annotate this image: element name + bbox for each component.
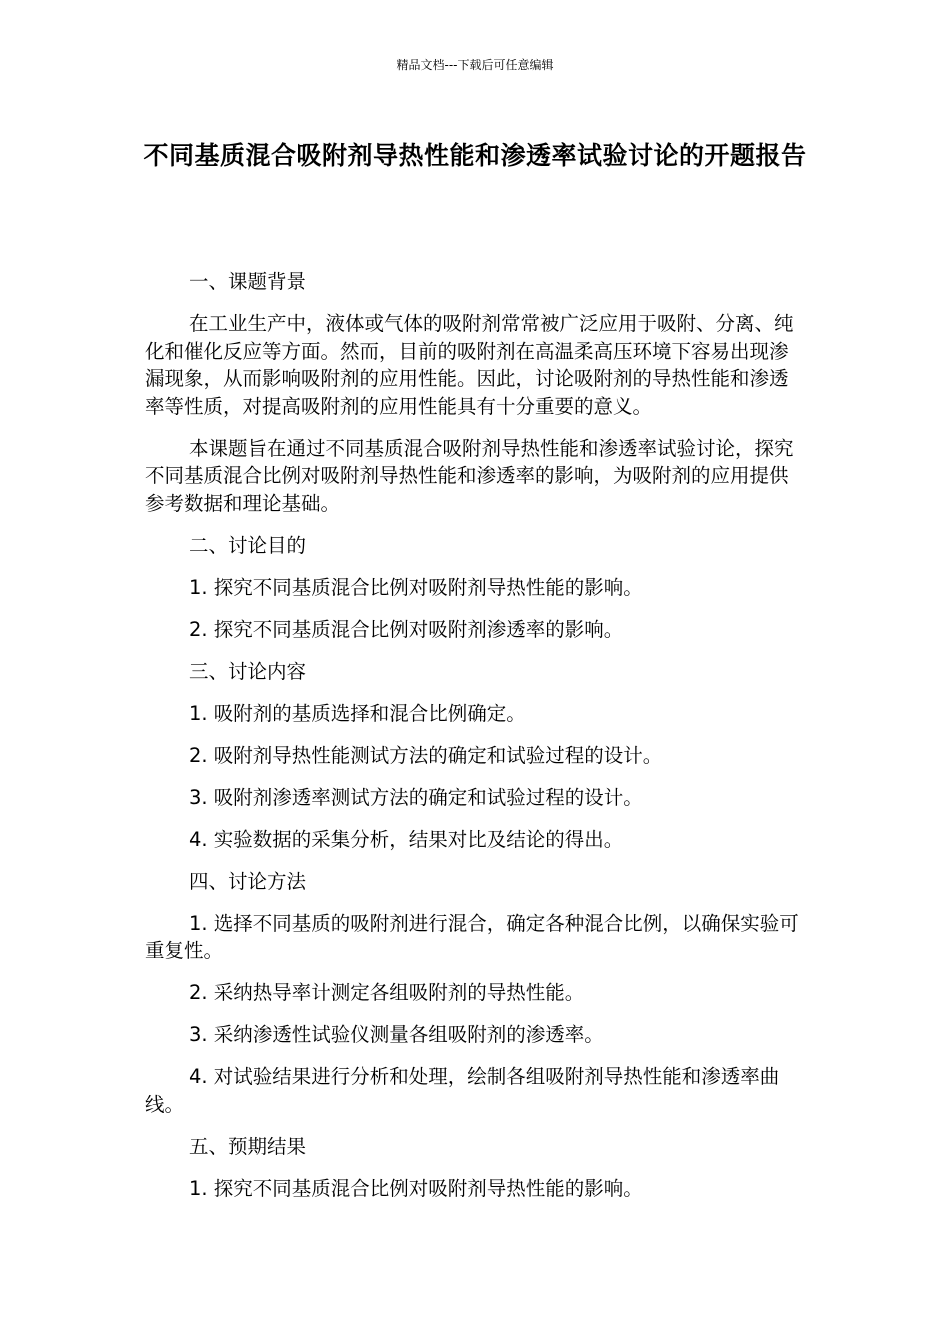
list-item: 1. 吸附剂的基质选择和混合比例确定。 — [189, 701, 526, 725]
list-item: 4. 对试验结果进行分析和处理，绘制各组吸附剂导热性能和渗透率曲线。 — [145, 1065, 780, 1116]
document-body — [145, 268, 805, 1217]
list-item: 2. 探究不同基质混合比例对吸附剂渗透率的影响。 — [189, 617, 624, 641]
section-heading-purpose: 二、讨论目的 — [189, 533, 307, 557]
section-heading-method: 四、讨论方法 — [189, 869, 307, 893]
list-item: 3. 采纳渗透性试验仪测量各组吸附剂的渗透率。 — [189, 1023, 604, 1046]
paragraph-background-2: 本课题旨在通过不同基质混合吸附剂导热性能和渗透率试验讨论，探究不同基质混合比例对吸附剂导热性能和渗透率的影响，为吸附剂的应用提供参考数据和理论基础。 — [145, 436, 794, 515]
section-heading-expected-results: 五、预期结果 — [189, 1134, 307, 1158]
list-item: 1. 探究不同基质混合比例对吸附剂导热性能的影响。 — [189, 575, 643, 599]
document-title: 不同基质混合吸附剂导热性能和渗透率试验讨论的开题报告 — [143, 141, 807, 170]
section-heading-content: 三、讨论内容 — [189, 659, 307, 683]
list-item: 1. 探究不同基质混合比例对吸附剂导热性能的影响。 — [189, 1176, 643, 1200]
paragraph-background-1: 在工业生产中，液体或气体的吸附剂常常被广泛应用于吸附、分离、纯化和催化反应等方面。然而，目前的吸附剂在高温柔高压环境下容易出现渗漏现象，从而影响吸附剂的应用性能。因此，讨论吸附剂的导热性能和渗透率等性质，对提高吸附剂的应用性能具有十分重要的意义。 — [145, 312, 794, 418]
list-item: 1. 选择不同基质的吸附剂进行混合，确定各种混合比例，以确保实验可重复性。 — [145, 911, 799, 962]
header-note: 精品文档---下载后可任意编辑 — [396, 58, 554, 72]
list-item: 3. 吸附剂渗透率测试方法的确定和试验过程的设计。 — [189, 785, 643, 809]
section-heading-background: 一、课题背景 — [189, 270, 307, 293]
list-item: 2. 吸附剂导热性能测试方法的确定和试验过程的设计。 — [189, 743, 663, 767]
list-item: 2. 采纳热导率计测定各组吸附剂的导热性能。 — [189, 981, 585, 1004]
list-item: 4. 实验数据的采集分析，结果对比及结论的得出。 — [189, 827, 624, 851]
